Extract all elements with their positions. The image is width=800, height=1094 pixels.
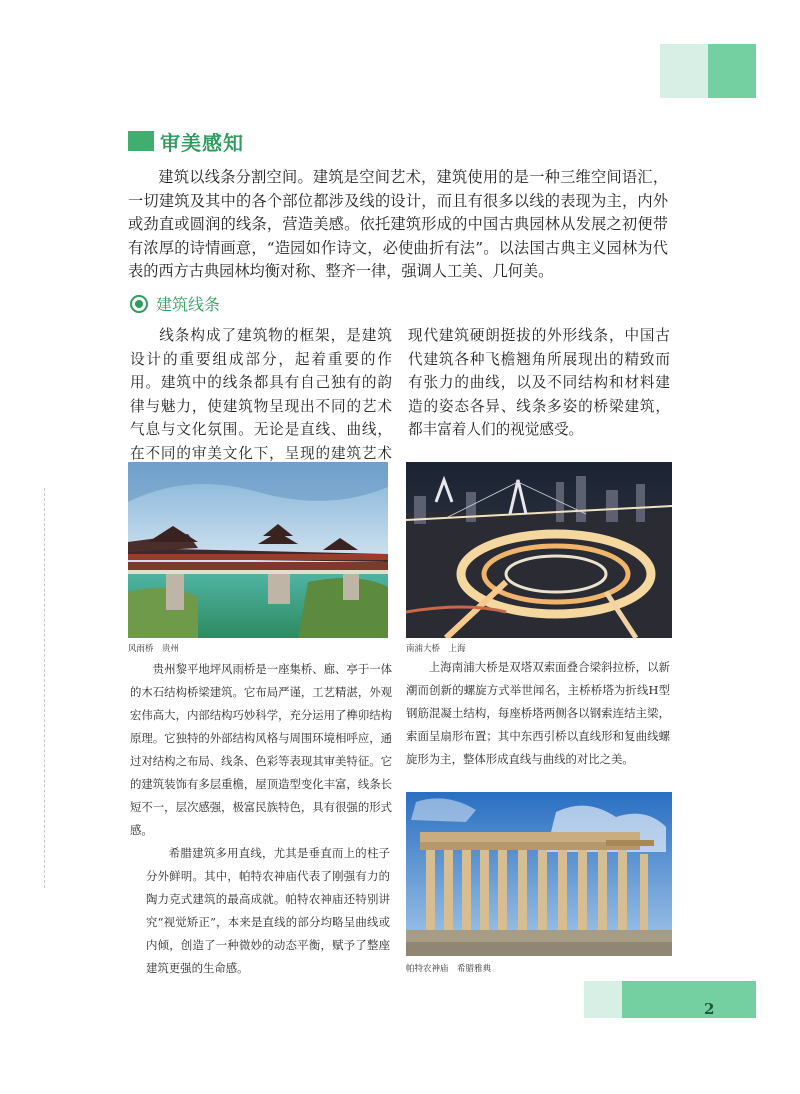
nanpu-description: 上海南浦大桥是双塔双索面叠合梁斜拉桥，以新潮而创新的螺旋方式举世闻名，主桥桥塔为折线H型钢筋混凝土结构，每座桥塔两侧各以钢索连结主梁，索面呈扇形布置；其中东西引桥以直线形和复曲线螺旋形为主，整体形成直线与曲线的对比之美。: [406, 660, 670, 766]
corner-tab-light: [660, 44, 708, 98]
right-paragraph: 现代建筑硬朗挺拔的外形线条，中国古代建筑各种飞檐翘角所展现出的精致而有张力的曲线，以及不同结构和材料建造的姿态各异、线条多姿的桥梁建筑，都丰富着人们的视觉感受。: [408, 327, 670, 438]
page-number: 2: [704, 1000, 715, 1018]
greek-description: 希腊建筑多用直线，尤其是垂直而上的柱子分外鲜明。其中，帕特农神庙代表了刚强有力的陶力克式建筑的最高成就。帕特农神庙还特别讲究“视觉矫正”，本来是直线的部分均略呈曲线或内倾，创造了一种微妙的动态平衡，赋予了整座建筑更强的生命感。: [146, 846, 390, 975]
left-paragraph: 线条构成了建筑物的框架，是建筑设计的重要组成部分，起着重要的作用。建筑中的线条都具有自己独有的韵律与魅力，使建筑物呈现出不同的艺术气息与文化氛围。无论是直线、曲线，在不同的审美文化下，呈现的建筑艺术: [130, 327, 392, 462]
footer-tab-light: [584, 981, 622, 1018]
nanpu-caption: 南浦大桥 上海: [406, 644, 466, 654]
bullet-circle-icon: [130, 295, 148, 313]
parthenon-caption: 帕特农神庙 希腊雅典: [406, 964, 492, 974]
subsection-title: 建筑线条: [156, 295, 221, 314]
nanpu-bridge-photo: [406, 462, 672, 638]
footer-tab-dark: [622, 981, 756, 1018]
corner-tab-dark: [708, 44, 756, 98]
section-marker-icon: [128, 131, 154, 151]
bridge-caption: 风雨桥 贵州: [128, 644, 180, 654]
section-title: 审美感知: [160, 130, 244, 155]
subsection-heading: [130, 292, 220, 315]
margin-guide: [44, 488, 45, 888]
intro-paragraph: 建筑以线条分割空间。建筑是空间艺术，建筑使用的是一种三维空间语汇，一切建筑及其中的各个部位都涉及线的设计，而且有很多以线的表现为主，内外或劲直或圆润的线条，营造美感。依托建筑形成的中国古典园林从发展之初便带有浓厚的诗情画意，“造园如作诗文，必使曲折有法”。以法国古典主义园林为代表的西方古典园林均衡对称、整齐一律，强调人工美、几何美。: [128, 168, 668, 280]
bridge-description: 贵州黎平地坪风雨桥是一座集桥、廊、亭于一体的木石结构桥梁建筑。它布局严谨，工艺精湛，外观宏伟高大，内部结构巧妙科学，充分运用了榫卯结构原理。它独特的外部结构风格与周围环境相呼应，通过对结构之布局、线条、色彩等表现其审美特征。它的建筑装饰有多层重檐，屋顶造型变化丰富，线条长短不一，层次感强，极富民族特色，具有很强的形式感。: [130, 662, 393, 837]
section-heading: [128, 128, 244, 154]
parthenon-photo: [406, 792, 672, 956]
wind-rain-bridge-photo: [128, 462, 388, 638]
